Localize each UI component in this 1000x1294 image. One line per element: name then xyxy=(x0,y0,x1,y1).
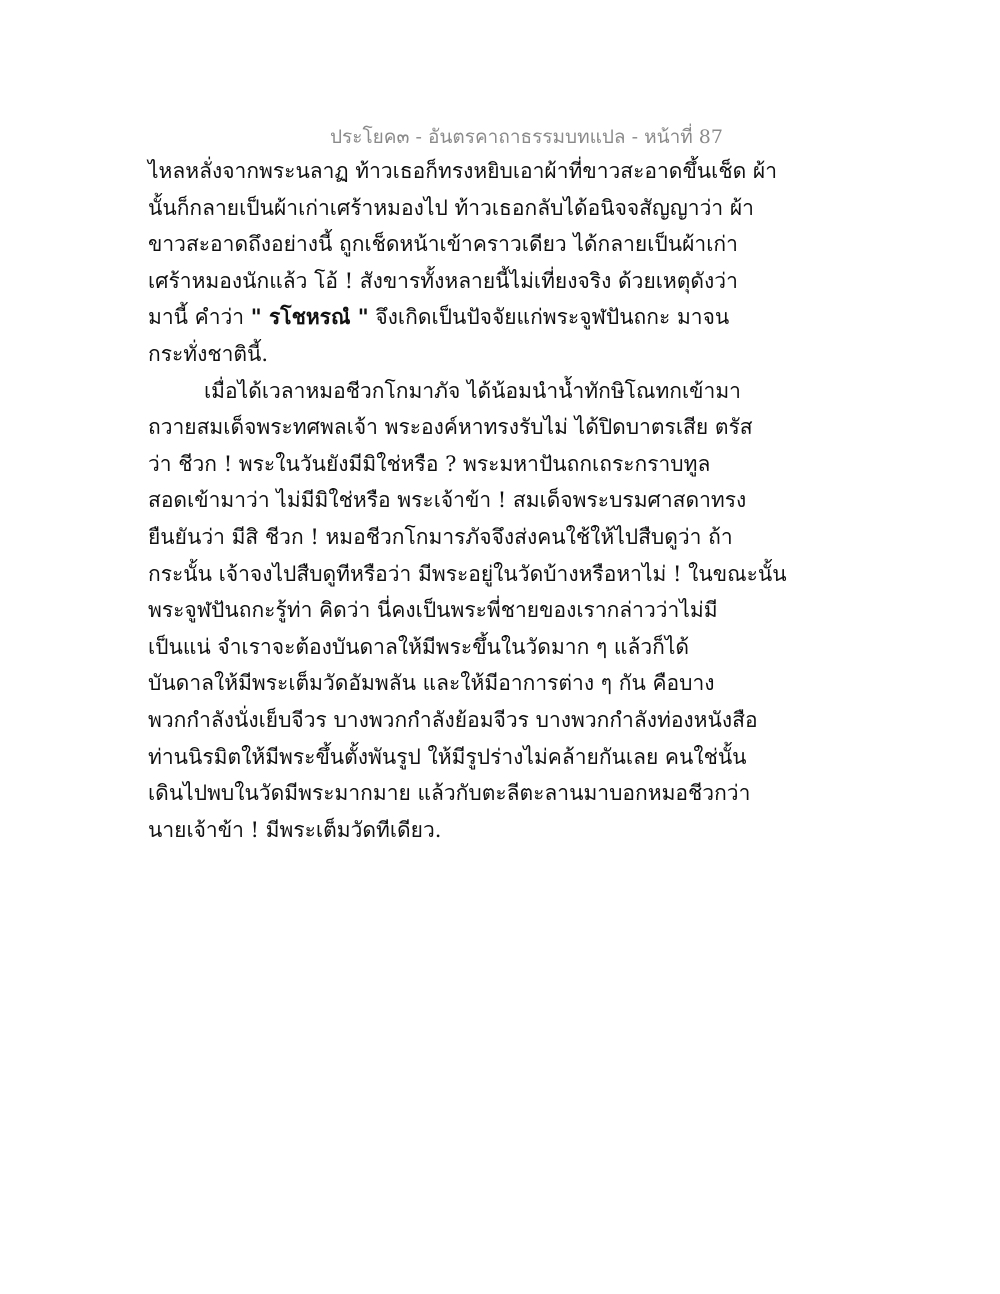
text-line: สอดเข้ามาว่า ไม่มีมิใช่หรือ พระเจ้าข้า ! สมเด็จพระบรมศาสดาทรง xyxy=(148,488,747,513)
text-line: เดินไปพบในวัดมีพระมากมาย แล้วกับตะลีตะลานมาบอกหมอชีวกว่า xyxy=(148,781,751,806)
text-line: กระนั้น เจ้าจงไปสืบดูทีหรือว่า มีพระอยู่ในวัดบ้างหรือหาไม่ ! ในขณะนั้น xyxy=(148,561,787,586)
text-line: พวกกำลังนั่งเย็บจีวร บางพวกกำลังย้อมจีวร บางพวกกำลังท่องหนังสือ xyxy=(148,707,758,732)
text-line: ถวายสมเด็จพระทศพลเจ้า พระองค์หาทรงรับไม่ ได้ปิดบาตรเสีย ตรัส xyxy=(148,415,753,440)
text-line xyxy=(148,299,768,336)
paragraph-first-line: เมื่อได้เวลาหมอชีวกโกมาภัจ ได้น้อมนำน้ำทักษิโณทกเข้ามา xyxy=(204,378,741,403)
text-line: เป็นแน่ จำเราจะต้องบันดาลให้มีพระขึ้นในวัดมาก ๆ แล้วก็ได้ xyxy=(148,634,690,659)
text-span: จึงเกิดเป็นปัจจัยแก่พระจูฬปันถกะ มาจน xyxy=(368,305,730,330)
text-line: พระจูฬปันถกะรู้ท่า คิดว่า นี่คงเป็นพระพี่ชายของเรากล่าวว่าไม่มี xyxy=(148,598,718,623)
bold-term: " รโชหรณํ " xyxy=(250,304,369,330)
text-line: ขาวสะอาดถึงอย่างนี้ ถูกเช็ดหน้าเข้าคราวเดียว ได้กลายเป็นผ้าเก่า xyxy=(148,232,738,257)
text-line: เศร้าหมองนักแล้ว โอ้ ! สังขารทั้งหลายนี้ไม่เที่ยงจริง ด้วยเหตุดังว่า xyxy=(148,268,738,293)
text-span: มานี้ คำว่า xyxy=(148,305,251,330)
text-line: กระทั่งชาตินี้. xyxy=(148,341,269,366)
text-line: ไหลหลั่งจากพระนลาฏ ท้าวเธอก็ทรงหยิบเอาผ้าที่ขาวสะอาดขึ้นเช็ด ผ้า xyxy=(148,159,777,183)
text-line: ว่า ชีวก ! พระในวันยังมีมิใช่หรือ ? พระมหาปันถกเถระกราบทูล xyxy=(148,451,711,476)
page-header: ประโยค๓ - อันตรคาถาธรรมบทแปล - หน้าที่ 87 xyxy=(330,126,723,148)
text-line: นั้นก็กลายเป็นผ้าเก่าเศร้าหมองไป ท้าวเธอกลับได้อนิจจสัญญาว่า ผ้า xyxy=(148,195,754,220)
text-line: ท่านนิรมิตให้มีพระขึ้นตั้งพันรูป ให้มีรูปร่างไม่คล้ายกันเลย คนใช่นั้น xyxy=(148,744,747,769)
text-line: นายเจ้าข้า ! มีพระเต็มวัดทีเดียว. xyxy=(148,817,442,842)
text-line: บันดาลให้มีพระเต็มวัดอัมพลัน และให้มีอาการต่าง ๆ กัน คือบาง xyxy=(148,671,715,696)
body-text xyxy=(148,153,787,848)
text-line: ยืนยันว่า มีสิ ชีวก ! หมอชีวกโกมารภัจจึงส่งคนใช้ให้ไปสืบดูว่า ถ้า xyxy=(148,524,733,549)
